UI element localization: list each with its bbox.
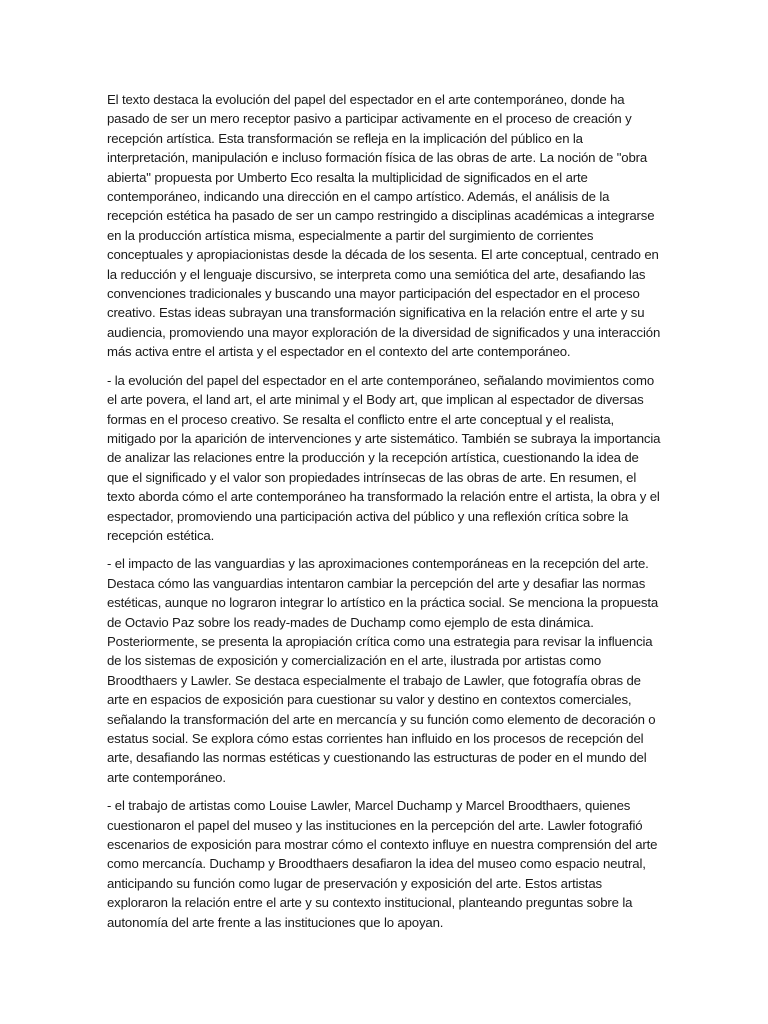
- paragraph-2: - la evolución del papel del espectador en el arte contemporáneo, señalando movimientos como el arte povera, el land art, el arte minimal y el Body art, que implican al espectador de diversas formas en el proceso creativo. Se resalta el conflicto entre el arte conceptual y el realista, mitigado por la aparición de intervenciones y arte sistemático. También se subraya la importancia de analizar las relaciones entre la producción y la recepción artística, cuestionando la idea de que el significado y el valor son propiedades intrínsecas de las obras de arte. En resumen, el texto aborda cómo el arte contemporáneo ha transformado la relación entre el artista, la obra y el espectador, promoviendo una participación activa del público y una reflexión crítica sobre la recepción estética.: [107, 372, 661, 543]
- paragraph-3: - el impacto de las vanguardias y las aproximaciones contemporáneas en la recepción del arte. Destaca cómo las vanguardias intentaron cambiar la percepción del arte y desafiar las normas estéticas, aunque no lograron integrar lo artístico en la práctica social. Se menciona la propuesta de Octavio Paz sobre los ready-mades de Duchamp como ejemplo de esta dinámica. Posteriormente, se presenta la apropiación crítica como una estrategia para revisar la influencia de los sistemas de exposición y comercialización en el arte, ilustrada por artistas como Broodthaers y Lawler. Se destaca especialmente el trabajo de Lawler, que fotografía obras de arte en espacios de exposición para cuestionar su valor y destino en contextos comerciales, señalando la transformación del arte en mercancía y su función como elemento de decoración o estatus social. Se explora cómo estas corrientes han influido en los procesos de recepción del arte, desafiando las normas estéticas y cuestionando las estructuras de poder en el mundo del arte contemporáneo.: [107, 556, 659, 785]
- paragraph-1: El texto destaca la evolución del papel del espectador en el arte contemporáneo, donde ha pasado de ser un mero receptor pasivo a participar activamente en el proceso de creación y recepción artística. Esta transformación se refleja en la implicación del público en la interpretación, manipulación e incluso formación física de las obras de arte. La noción de "obra abierta" propuesta por Umberto Eco resalta la multiplicidad de significados en el arte contemporáneo, indicando una dirección en el campo artístico. Además, el análisis de la recepción estética ha pasado de ser un campo restringido a disciplinas académicas a integrarse en la producción artística misma, especialmente a partir del surgimiento de corrientes conceptuales y apropiacionistas desde la década de los sesenta. El arte conceptual, centrado en la reducción y el lenguaje discursivo, se interpreta como una semiótica del arte, desafiando las convenciones tradicionales y buscando una mayor participación del espectador en el proceso creativo. Estas ideas subrayan una transformación significativa en la relación entre el arte y su audiencia, promoviendo una mayor exploración de la diversidad de significados y una interacción más activa entre el artista y el espectador en el contexto del arte contemporáneo.: [107, 92, 661, 360]
- paragraph-4: - el trabajo de artistas como Louise Lawler, Marcel Duchamp y Marcel Broodthaers, quienes cuestionaron el papel del museo y las instituciones en la percepción del arte. Lawler fotografió escenarios de exposición para mostrar cómo el contexto influye en nuestra comprensión del arte como mercancía. Duchamp y Broodthaers desafiaron la idea del museo como espacio neutral, anticipando su función como lugar de preservación y exposición del arte. Estos artistas exploraron la relación entre el arte y su contexto institucional, planteando preguntas sobre la autonomía del arte frente a las instituciones que lo apoyan.: [107, 798, 658, 930]
- document-body: [107, 90, 663, 941]
